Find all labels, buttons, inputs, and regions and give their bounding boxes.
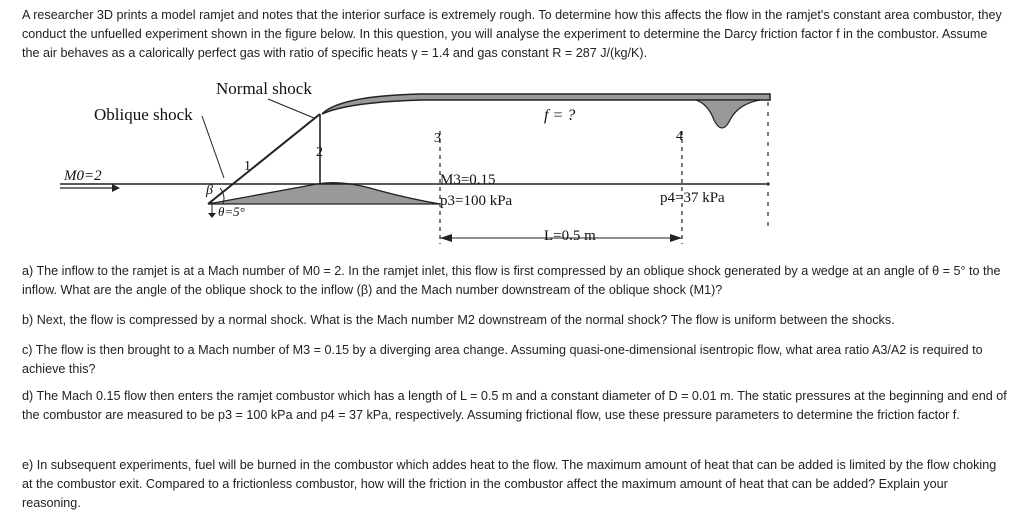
question-a: a) The inflow to the ramjet is at a Mach number of M0 = 2. In the ramjet inlet, this flow is first compressed by an oblique shock generated by a wedge at an angle of θ = 5° to the inflow. What are the angle of the oblique shock to the inflow (β) and the Mach number downstream of the oblique shock (M1)? [22, 264, 1001, 297]
problem-intro: A researcher 3D prints a model ramjet and notes that the interior surface is extremely rough. To determine how this affects the flow in the ramjet's constant area combustor, they conduct the unfuelled experiment shown in the figure below. In this question, you will analyse the experiment to determine the Darcy friction factor f in the combustor. Assume the air behaves as a calorically perfect gas with ratio of specific heats γ = 1.4 and gas constant R = 287 J/(kg/K). [22, 8, 1002, 60]
friction-factor-label: f = ? [544, 107, 576, 124]
length-label: L=0.5 m [544, 228, 596, 244]
question-c: c) The flow is then brought to a Mach number of M3 = 0.15 by a diverging area change. Assuming quasi-one-dimensional isentropic flow, what area ratio A3/A2 is required to achieve this? [22, 343, 983, 376]
normal-shock-leader [268, 99, 314, 118]
oblique-shock-label: Oblique shock [94, 105, 193, 124]
ramjet-diagram [20, 76, 780, 248]
station-4-label: 4 [676, 129, 683, 144]
m3-label: M3=0.15 [440, 172, 496, 188]
p3-label: p3=100 kPa [440, 193, 513, 209]
p4-label: p4=37 kPa [660, 190, 725, 206]
m0-label: M0=2 [64, 168, 102, 184]
beta-label: β [206, 183, 213, 198]
centerbody-wedge [208, 183, 440, 204]
oblique-shock-leader [202, 116, 224, 178]
question-d: d) The Mach 0.15 flow then enters the ramjet combustor which has a length of L = 0.5 m and a constant diameter of D = 0.01 m. The static pressures at the beginning and end of the combustor are measured to be p3 = 100 kPa and p4 = 37 kPa, respectively. Assuming frictional flow, use these pressure parameters to determine the friction factor f. [22, 389, 1007, 422]
station-1-label: 1 [244, 159, 251, 174]
roughness-dip [696, 100, 760, 128]
station-3-label: 3 [434, 131, 441, 146]
theta-label: θ=5° [218, 204, 245, 219]
question-b: b) Next, the flow is compressed by a normal shock. What is the Mach number M2 downstream of the normal shock? The flow is uniform between the shocks. [22, 313, 895, 327]
normal-shock-label: Normal shock [216, 79, 312, 98]
station-2-label: 2 [316, 145, 323, 160]
question-e: e) In subsequent experiments, fuel will be burned in the combustor which addes heat to the flow. The maximum amount of heat that can be added is limited by the flow choking at the combustor exit. Compared to a frictionless combustor, how will the friction in the combustor affect the maximum amount of heat that can be added? Explain your reasoning. [22, 458, 997, 510]
